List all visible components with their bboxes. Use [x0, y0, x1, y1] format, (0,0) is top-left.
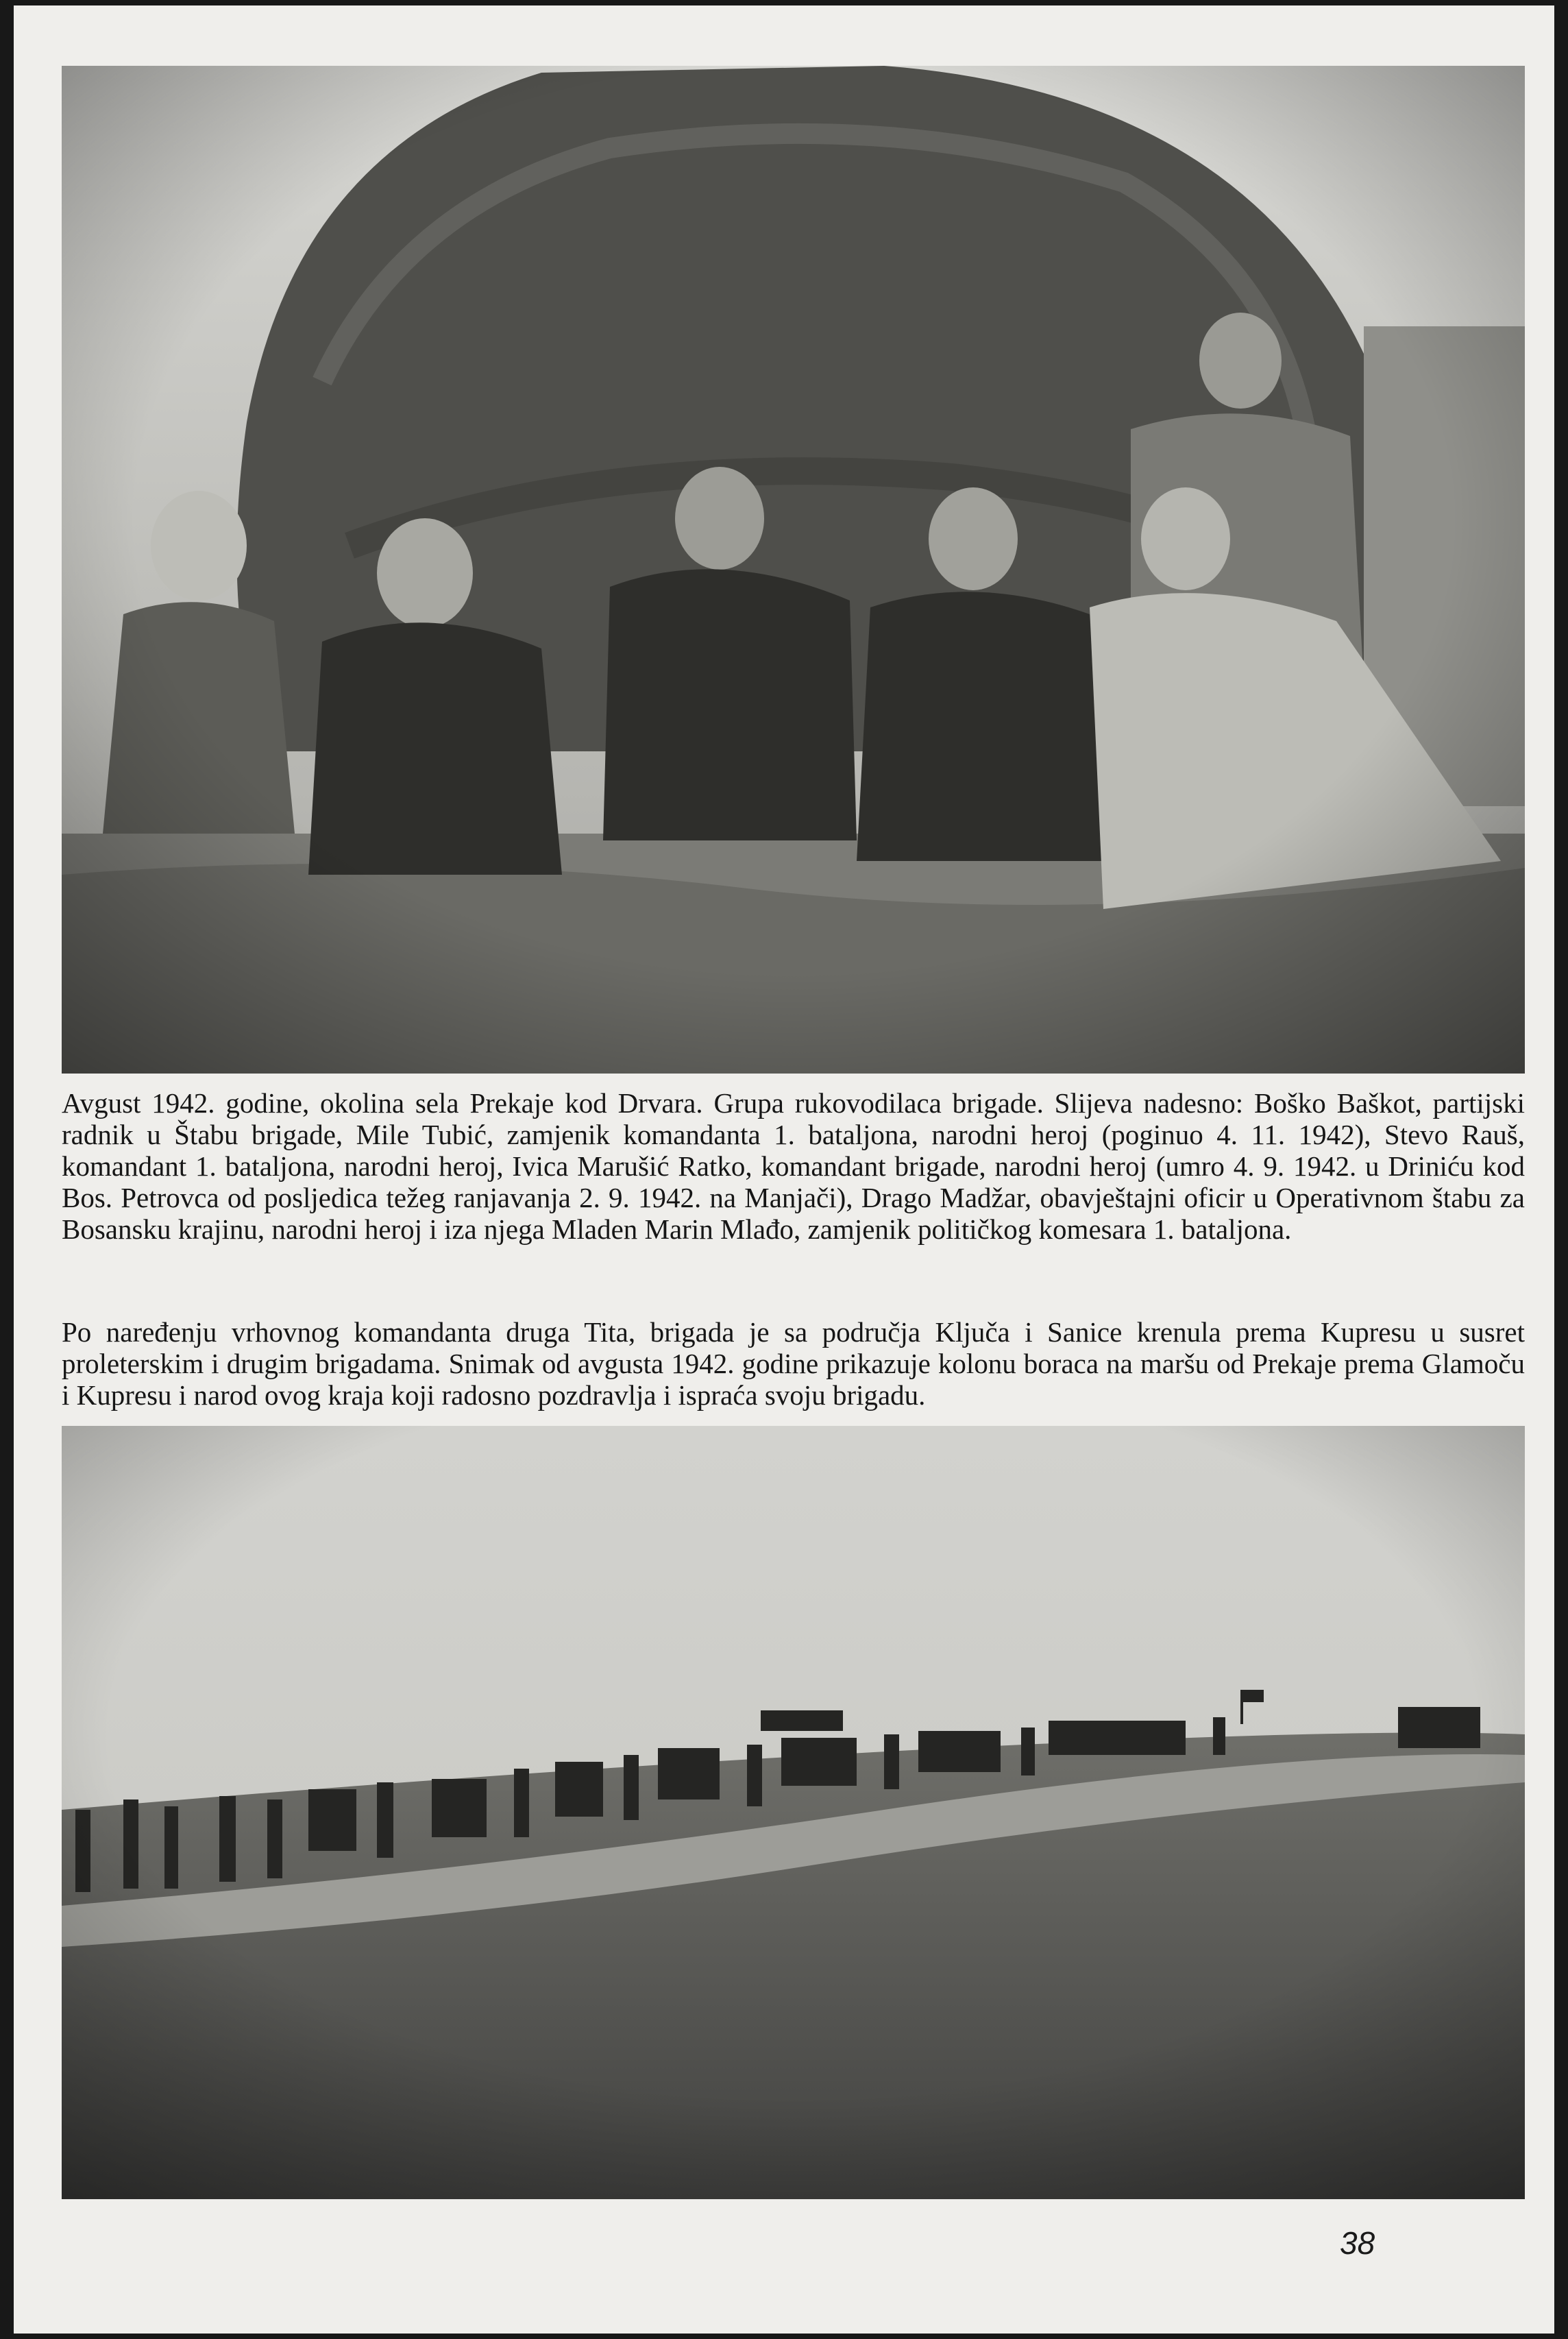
photo-column-of-fighters-marching-icon — [62, 1426, 1525, 2199]
photo-marching-column — [62, 1426, 1525, 2199]
page-number: 38 — [1340, 2225, 1375, 2261]
photo-group-of-brigade-leaders-by-haystack-icon — [62, 66, 1525, 1074]
caption-bottom-photo: Po naređenju vrhovnog komandanta druga Tita, brigada je sa područja Ključa i Sanice krenula prema Kupresu u susret proleterskim i drugim brigadama. Snimak od avgusta 1942. godine prikazuje kolonu boraca na maršu od Prekaje prema Glamoču i Kupresu i narod ovog kraja koji radosno pozdravlja i ispraća svoju brigadu. — [62, 1316, 1525, 1411]
caption-top-photo: Avgust 1942. godine, okolina sela Prekaje kod Drvara. Grupa rukovodilaca brigade. Slijeva nadesno: Boško Baškot, partijski radnik u Štabu brigade, Mile Tubić, zamjenik komandanta 1. bataljona, narodni heroj (poginuo 4. 11. 1942), Stevo Rauš, komandant 1. bataljona, narodni heroj, Ivica Marušić Ratko, komandant brigade, narodni heroj (umro 4. 9. 1942. u Driniću kod Bos. Petrovca od posljedica težeg ranjavanja 2. 9. 1942. na Manjači), Drago Madžar, obavještajni oficir u Operativnom štabu za Bosansku krajinu, narodni heroj i iza njega Mladen Marin Mlađo, zamjenik političkog komesara 1. bataljona. — [62, 1087, 1525, 1245]
photo-brigade-leaders — [62, 66, 1525, 1074]
document-page — [14, 5, 1554, 2334]
